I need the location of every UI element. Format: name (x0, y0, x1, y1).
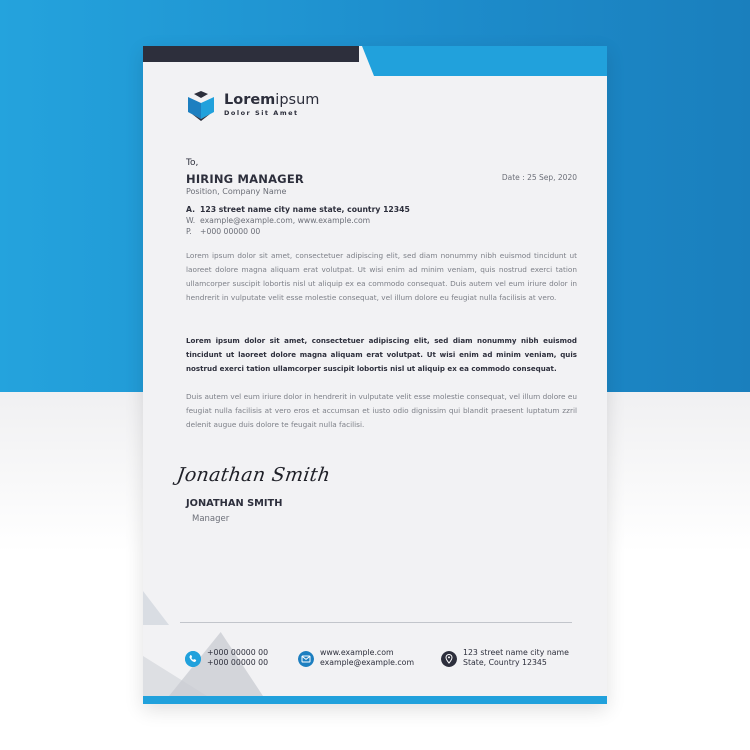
recipient-position: Position, Company Name (186, 187, 287, 196)
phone-icon (185, 651, 201, 667)
decor-triangle (143, 591, 169, 625)
footer-phone-line1: +000 00000 00 (207, 648, 269, 657)
envelope-icon (298, 651, 314, 667)
footer-web-line2: example@example.com (320, 658, 415, 667)
footer-location-line2: State, Country 12345 (463, 658, 547, 667)
address-block (186, 204, 410, 237)
address-line (186, 204, 410, 215)
letterhead-page (143, 46, 607, 704)
body-paragraph-3: Duis autem vel eum iriure dolor in hendrerit in vulputate velit esse molestie consequat, vel illum dolore eu feugiat nulla facilisis at vero eros et accumsan et iusto odio dignissim qui blandit praesent luptatum zzril delenit augue duis dolore te feugait nulla facilisi. (186, 392, 577, 429)
header-blue-bar (362, 46, 607, 76)
footer-blue-bar (143, 696, 607, 704)
salutation: To, (186, 158, 199, 168)
footer-web-text (320, 648, 414, 668)
web-line (186, 215, 410, 226)
phone-line (186, 226, 410, 237)
body-paragraph-2: Lorem ipsum dolor sit amet, consectetuer adipiscing elit, sed diam nonummy nibh euismod tincidunt ut laoreet dolore magna aliquam erat volutpat. Ut wisi enim ad minim veniam, quis nostrud exerci tation ullamcorper suscipit lobortis nisl ut aliquip ex ea commodo consequat. (186, 336, 577, 373)
phone-label: P. (186, 227, 192, 236)
logo-cube-icon (186, 91, 216, 121)
signatory-title: Manager (192, 514, 230, 524)
logo-tagline: Dolor Sit Amet (224, 109, 299, 117)
header-dark-bar (143, 46, 359, 62)
handwritten-signature: Jonathan Smith (175, 464, 332, 486)
footer-divider (180, 622, 572, 623)
letter-date: Date : 25 Sep, 2020 (501, 173, 577, 182)
company-logo (186, 91, 386, 121)
body-paragraph-1: Lorem ipsum dolor sit amet, consectetuer adipiscing elit, sed diam nonummy nibh euismod tincidunt ut laoreet dolore magna aliquam erat volutpat. Ut wisi enim ad minim veniam, quis nostrud exerci tation ullamcorper suscipit lobortis nisl ut aliquip ex ea commodo consequat. Duis autem vel eum iriure dolor in hendrerit in vulputate velit esse molestie consequat, vel illum dolore eu feugiat nulla facilisis at vero. (186, 251, 577, 302)
location-pin-icon (441, 651, 457, 667)
logo-wordmark (224, 91, 319, 109)
logo-name-light: ipsum (275, 92, 320, 108)
web-value: example@example.com, www.example.com (200, 216, 371, 225)
phone-value: +000 00000 00 (200, 227, 261, 236)
address-value: 123 street name city name state, country 12345 (200, 205, 410, 214)
footer-location-line1: 123 street name city name (463, 648, 569, 657)
footer-location-text (463, 648, 569, 668)
recipient-title: HIRING MANAGER (186, 172, 304, 186)
footer-phone-text (207, 648, 268, 668)
footer-web-line1: www.example.com (320, 648, 394, 657)
footer-phone-line2: +000 00000 00 (207, 658, 269, 667)
address-label: A. (186, 205, 196, 214)
signatory-name: JONATHAN SMITH (186, 498, 283, 509)
web-label: W. (186, 216, 196, 225)
logo-name-bold: Lorem (224, 92, 276, 108)
